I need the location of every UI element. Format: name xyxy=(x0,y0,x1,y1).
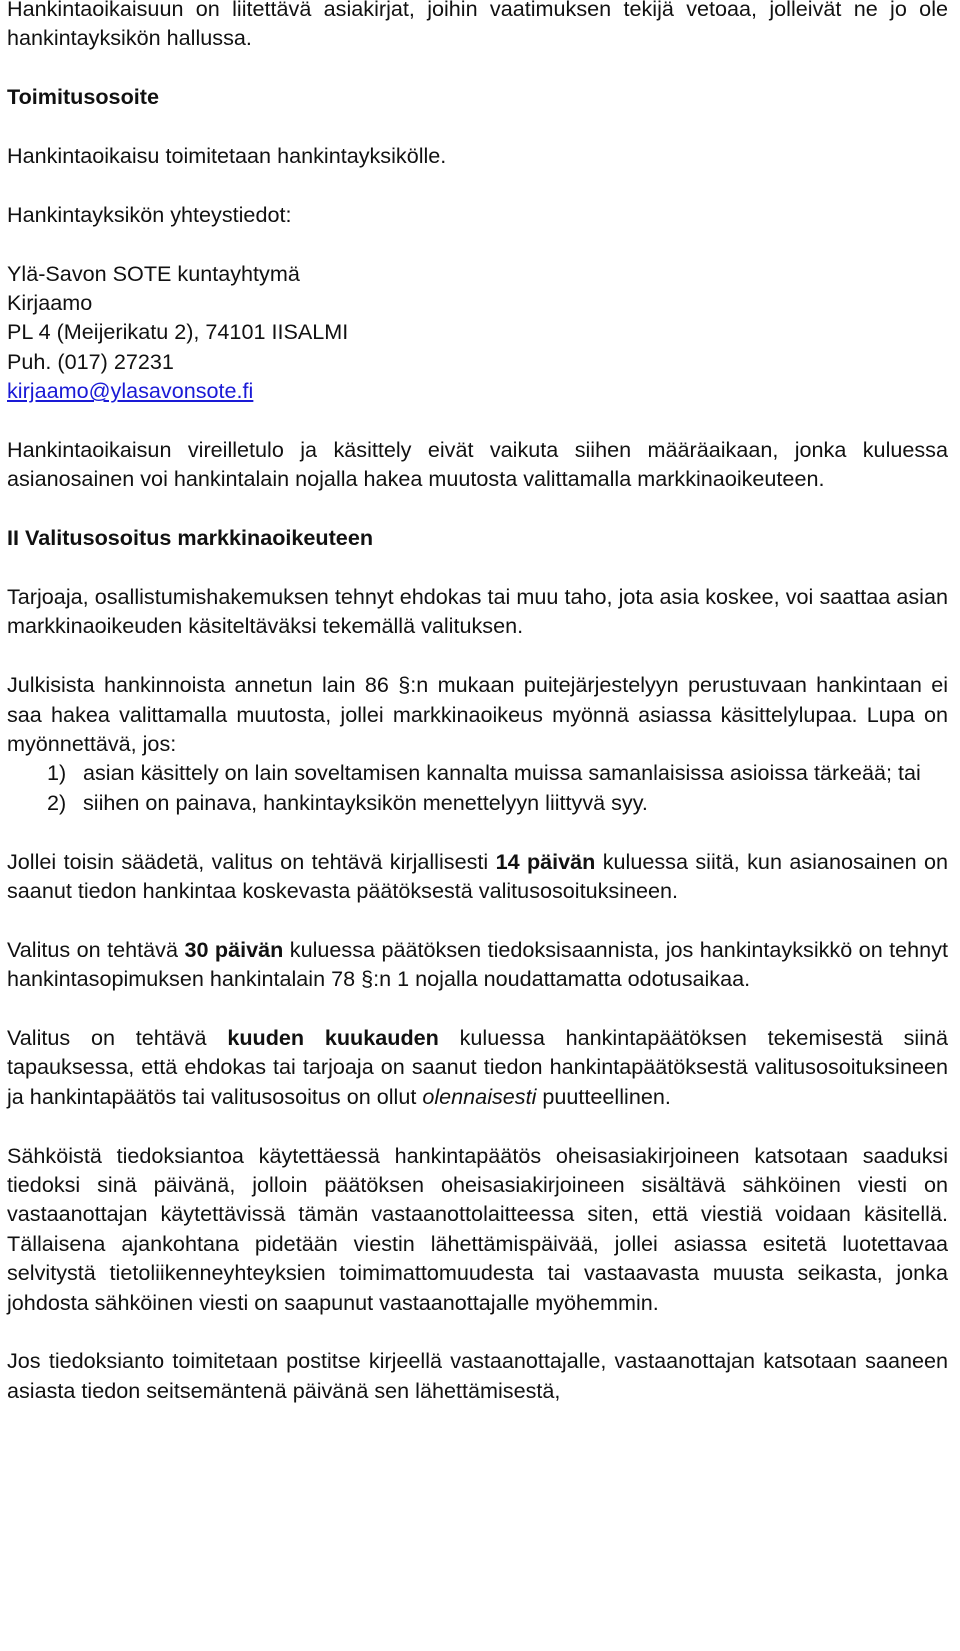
contact-block xyxy=(7,259,948,406)
text-run: kuluessa siitä, kun asianosainen on saanut tiedon hankintaa koskevasta päätöksestä valitusosoituksineen. xyxy=(7,848,948,904)
italic-term: olennaisesti xyxy=(422,1083,537,1109)
text-run: kuluessa hankintapäätöksen tekemisestä siinä tapauksessa, että ehdokas tai tarjoaja on saanut tiedon hankintapäätöksestä valitusosoituksineen ja hankintapäätös tai valitusosoitus on ollut xyxy=(7,1025,949,1109)
list-item xyxy=(7,788,948,817)
deadline-6-months-paragraph xyxy=(7,1023,948,1111)
contact-org: Ylä-Savon SOTE kuntayhtymä xyxy=(7,260,300,286)
list-text: asian käsittely on lain soveltamisen kannalta muissa samanlaisissa asioissa tärkeää; tai xyxy=(83,760,921,786)
list-text: siihen on painava, hankintayksikön menettelyyn liittyvä syy. xyxy=(83,789,648,815)
bold-deadline: kuuden kuukauden xyxy=(227,1025,439,1051)
pending-paragraph: Hankintaoikaisun vireilletulo ja käsittely eivät vaikuta siihen määräaikaan, jonka kuluessa asianosainen voi hankintalain nojalla hakea muutosta valittamalla markkinaoikeuteen. xyxy=(7,437,948,492)
delivery-paragraph: Hankintaoikaisu toimitetaan hankintayksikölle. xyxy=(7,143,447,168)
bold-deadline: 30 päivän xyxy=(184,936,284,962)
postal-notice-paragraph: Jos tiedoksianto toimitetaan postitse kirjeellä vastaanottajalle, vastaanottajan katsotaan saaneen asiasta tiedon seitsemäntenä päivänä sen lähettämisestä, xyxy=(7,1348,948,1403)
text-run: kuluessa päätöksen tiedoksisaannista, jos hankintayksikkö on tehnyt hankintasopimuksen hankintalain 78 §:n 1 nojalla noudattamatta odotusaikaa. xyxy=(7,936,948,992)
conditions-list xyxy=(7,758,948,817)
text-run: Valitus on tehtävä xyxy=(7,936,185,962)
list-number: 2) xyxy=(47,789,67,815)
contact-phone: Puh. (017) 27231 xyxy=(7,348,174,374)
text-run: puutteellinen. xyxy=(536,1083,671,1109)
framework-paragraph: Julkisista hankinnoista annetun lain 86 §:n mukaan puitejärjestelyyn perustuvaan hankintaan ei saa hakea valittamalla muutosta, jollei markkinaoikeus myönnä asiassa käsittelylupaa. Lupa on myönnettävä, jos: xyxy=(7,672,948,757)
framework-section xyxy=(7,670,948,817)
deadline-30-paragraph xyxy=(7,935,948,994)
text-run: Valitus on tehtävä xyxy=(7,1025,228,1051)
text-run: Jollei toisin säädetä, valitus on tehtävä kirjallisesti xyxy=(7,848,496,874)
contact-dept: Kirjaamo xyxy=(7,290,93,315)
appeal-paragraph: Tarjoaja, osallistumishakemuksen tehnyt ehdokas tai muu taho, jota asia koskee, voi saattaa asian markkinaoikeuden käsiteltäväksi tekemällä valituksen. xyxy=(7,584,948,639)
bold-deadline: 14 päivän xyxy=(495,848,596,874)
contact-intro: Hankintayksikön yhteystiedot: xyxy=(7,201,292,227)
contact-address: PL 4 (Meijerikatu 2), 74101 IISALMI xyxy=(7,319,349,345)
list-item xyxy=(7,758,948,787)
electronic-notice-paragraph: Sähköistä tiedoksiantoa käytettäessä hankintapäätös oheisasiakirjoineen katsotaan saaduksi tiedoksi sinä päivänä, jolloin päätöksen oheisasiakirjoineen sisältävä sähköinen viesti on vastaanottajan käytettävissä tämän vastaanottolaitteessa siten, että viestiä voidaan käsitellä. Tällaisena ajankohtana pidetään viestin lähettämispäivää, jollei asiassa esitetä luotettavaa selvitystä tietoliikenneyhteyksien toimimattomuudesta tai vastaavasta muusta seikasta, jonka johdosta sähköinen viesti on saapunut vastaanottajalle myöhemmin. xyxy=(7,1142,948,1315)
deadline-14-paragraph xyxy=(7,847,948,906)
list-number: 1) xyxy=(47,760,67,786)
intro-paragraph: Hankintaoikaisuun on liitettävä asiakirjat, joihin vaatimuksen tekijä vetoaa, jolleivät ne jo ole hankintayksikön hallussa. xyxy=(7,0,948,51)
contact-email-link[interactable]: kirjaamo@ylasavonsote.fi xyxy=(7,378,254,404)
appeal-heading: II Valitusosoitus markkinaoikeuteen xyxy=(7,525,374,551)
delivery-heading: Toimitusosoite xyxy=(7,84,159,110)
